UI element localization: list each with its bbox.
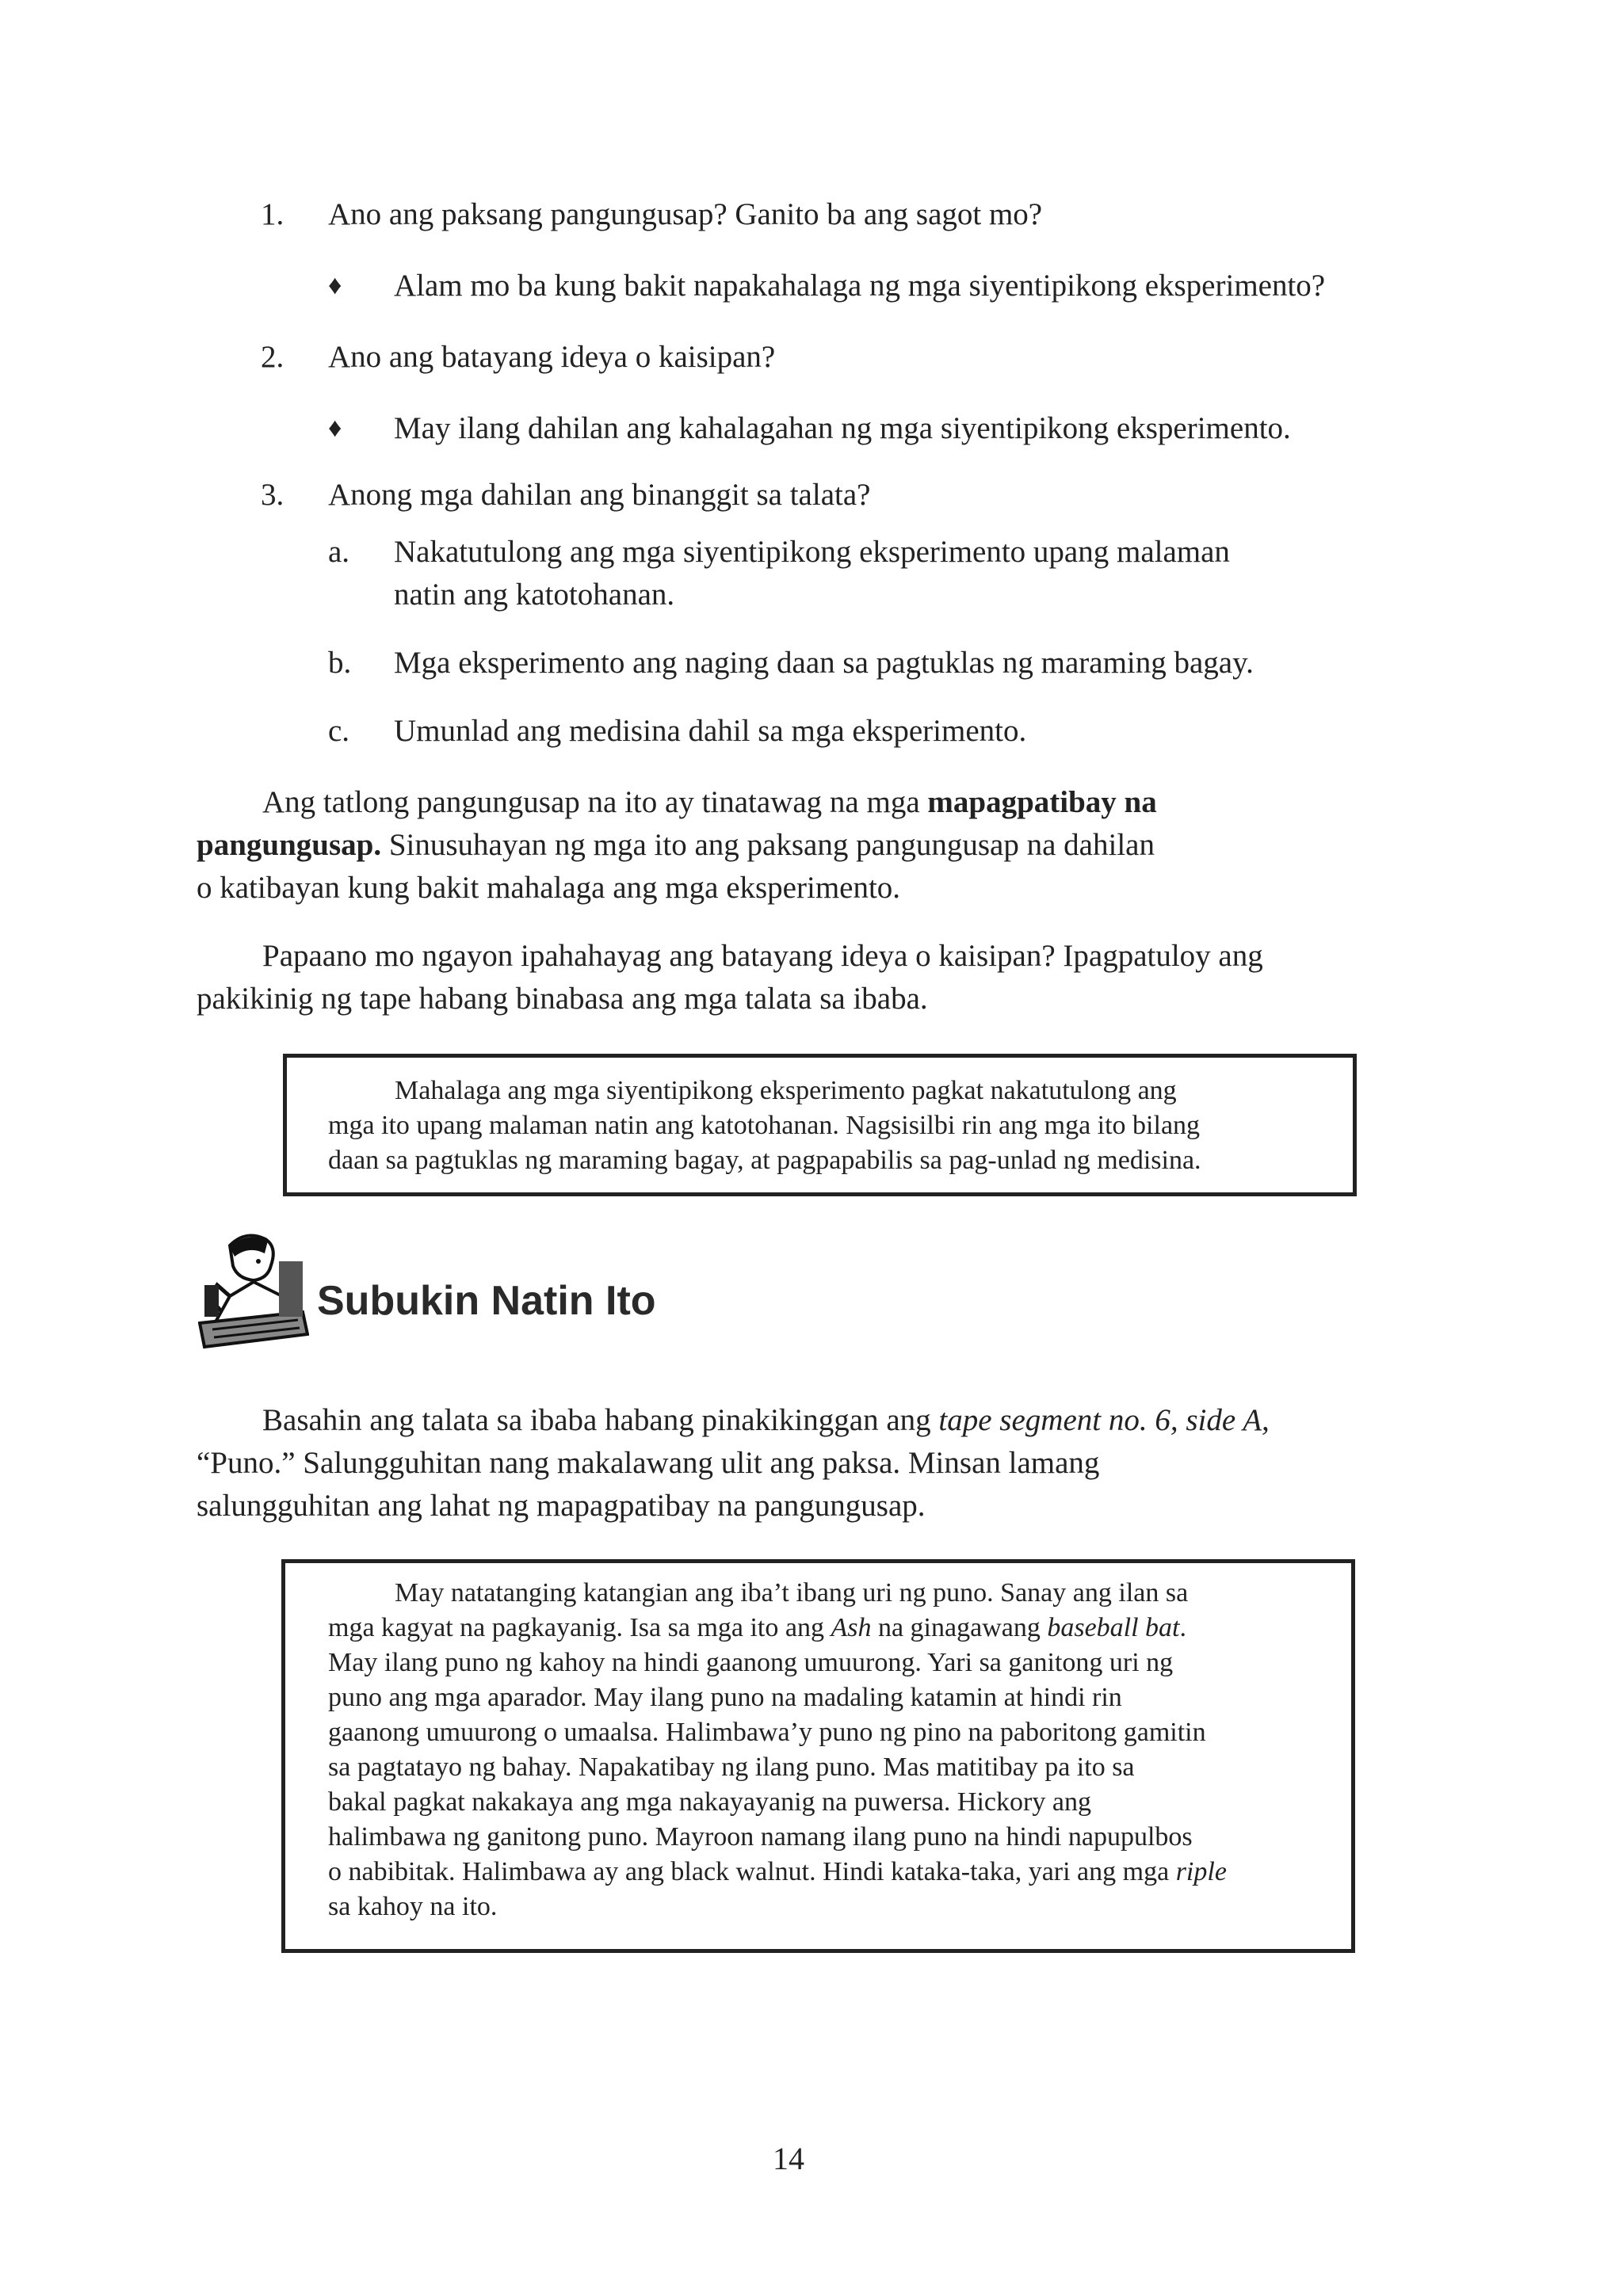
question-number: 2. <box>261 340 285 374</box>
box-text: . <box>1179 1613 1187 1642</box>
question-text: Anong mga dahilan ang binanggit sa talata? <box>328 478 871 512</box>
box-text: May ilang puno ng kahoy na hindi gaanong umuurong. Yari sa ganitong uri ng <box>328 1648 1174 1677</box>
box-text: halimbawa ng ganitong puno. Mayroon namang ilang puno na hindi napupulbos <box>328 1822 1193 1852</box>
box-text: gaanong umuurong o umaalsa. Halimbawa’y puno ng pino na paboritong gamitin <box>328 1718 1206 1747</box>
question-number: 3. <box>261 478 285 512</box>
box-text: sa pagtatayo ng bahay. Napakatibay ng ilang puno. Mas matitibay pa ito sa <box>328 1753 1135 1782</box>
italic-term: Ash <box>831 1613 872 1642</box>
paragraph-text: Basahin ang talata sa ibaba habang pinakikinggan ang <box>262 1403 939 1437</box>
italic-term: tape segment no. 6, side A, <box>938 1403 1270 1437</box>
diamond-bullet-icon: ♦ <box>328 271 342 300</box>
list-letter: c. <box>328 714 350 748</box>
reading-passage-box <box>281 1559 1355 1953</box>
question-text: Ano ang batayang ideya o kaisipan? <box>328 340 776 374</box>
box-text: May natatanging katangian ang iba’t ibang uri ng puno. Sanay ang ilan sa <box>395 1578 1189 1608</box>
reason-text-continued: natin ang katotohanan. <box>394 578 675 612</box>
question-number: 1. <box>261 197 285 231</box>
paragraph-text: “Puno.” Salungguhitan nang makalawang ulit ang paksa. Minsan lamang <box>197 1446 1100 1480</box>
reason-text: Nakatutulong ang mga siyentipikong eksperimento upang malaman <box>394 535 1230 569</box>
paragraph <box>197 1399 1270 1527</box>
italic-term: baseball bat <box>1047 1613 1180 1642</box>
diamond-bullet-icon: ♦ <box>328 414 342 443</box>
box-text: na ginagawang <box>871 1613 1048 1642</box>
bold-term: pangungusap. <box>197 828 382 862</box>
box-text: mga ito upang malaman natin ang katotohanan. Nagsisilbi rin ang mga ito bilang <box>328 1111 1201 1140</box>
list-letter: a. <box>328 535 350 569</box>
box-text: bakal pagkat nakakaya ang mga nakayayanig na puwersa. Hickory ang <box>328 1787 1091 1817</box>
question-text: Ano ang paksang pangungusap? Ganito ba ang sagot mo? <box>328 197 1043 231</box>
paragraph-text: Sinusuhayan ng mga ito ang paksang pangungusap na dahilan <box>381 828 1155 862</box>
reason-text: Mga eksperimento ang naging daan sa pagtuklas ng maraming bagay. <box>394 646 1254 680</box>
paragraph-text: Ang tatlong pangungusap na ito ay tinatawag na mga <box>262 785 928 819</box>
paragraph-text: pakikinig ng tape habang binabasa ang mga talata sa ibaba. <box>197 982 928 1016</box>
reason-text: Umunlad ang medisina dahil sa mga eksperimento. <box>394 714 1027 748</box>
box-text: Mahalaga ang mga siyentipikong eksperimento pagkat nakatutulong ang <box>395 1076 1177 1105</box>
box-text: sa kahoy na ito. <box>328 1892 498 1921</box>
paragraph-text: Papaano mo ngayon ipahahayag ang batayang ideya o kaisipan? Ipagpatuloy ang <box>262 939 1263 973</box>
box-text: puno ang mga aparador. May ilang puno na madaling katamin at hindi rin <box>328 1683 1122 1712</box>
box-text: daan sa pagtuklas ng maraming bagay, at pagpapabilis sa pag-unlad ng medisina. <box>328 1146 1201 1175</box>
box-text: o nabibitak. Halimbawa ay ang black walnut. Hindi kataka-taka, yari ang mga <box>328 1857 1176 1886</box>
paragraph-text: o katibayan kung bakit mahalaga ang mga eksperimento. <box>197 871 901 905</box>
list-letter: b. <box>328 646 352 680</box>
italic-term: riple <box>1175 1857 1227 1886</box>
paragraph-text: salungguhitan ang lahat ng mapagpatibay na pangungusap. <box>197 1489 926 1523</box>
answer-text: May ilang dahilan ang kahalagahan ng mga siyentipikong eksperimento. <box>394 411 1291 445</box>
bold-term: mapagpatibay na <box>927 785 1157 819</box>
page-number: 14 <box>773 2141 804 2176</box>
summary-box <box>283 1054 1357 1196</box>
paragraph <box>197 935 1263 1020</box>
answer-text: Alam mo ba kung bakit napakahalaga ng mga siyentipikong eksperimento? <box>394 269 1326 303</box>
paragraph <box>197 781 1157 910</box>
section-heading: Subukin Natin Ito <box>317 1278 656 1324</box>
box-text: mga kagyat na pagkayanig. Isa sa mga ito ang <box>328 1613 831 1642</box>
student-illustration-icon <box>198 1230 309 1356</box>
